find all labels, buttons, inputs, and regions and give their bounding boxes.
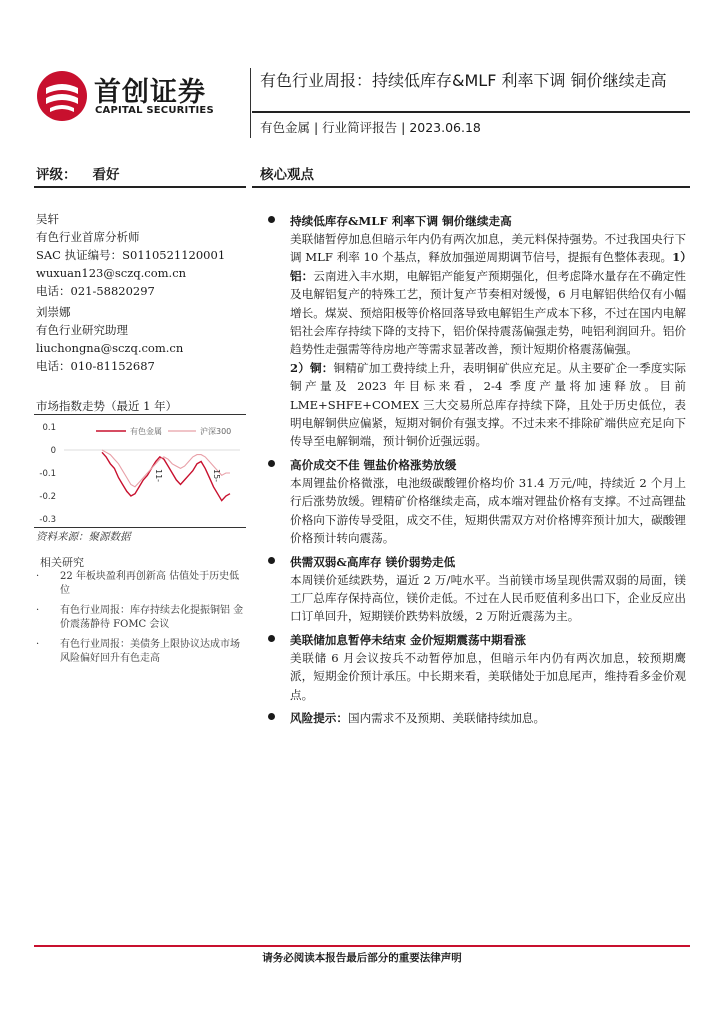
y-tick-label: -0.3 [39, 515, 56, 525]
related-research-title: 相关研究 [40, 556, 84, 569]
logo-mark-icon [34, 68, 90, 124]
related-research-list [36, 570, 246, 672]
bullet-icon: · [36, 605, 40, 616]
analyst-email[interactable]: liuchongna@sczq.com.cn [36, 341, 184, 355]
x-tick-label: 11- [154, 469, 163, 483]
section-risk [268, 709, 686, 727]
bullet-icon [268, 635, 275, 642]
analyst-phone: 电话：010-81152687 [36, 359, 155, 373]
report-subtitle: 有色金属 | 行业简评报告 | 2023.06.18 [260, 120, 481, 135]
section-paragraph: 2）铜：铜精矿加工费持续上升，表明铜矿供应充足。从主要矿企一季度实际铜产量及 2023 年目标来看，2-4 季度产量将加速释放。目前 LME+SHFE+COMEX 三大交易所总库存持续下降，且处于历史低位，表明电解铜供应偏紧，短期对铜价有强支撑。不过未来不排除矿端供应充足向下传导至电解铜端，预计铜价近强远弱。 [290, 360, 686, 449]
bullet-icon [268, 713, 275, 720]
section-paragraph: 美联储暂停加息但暗示年内仍有两次加息，美元料保持强势。不过我国央行下调 MLF 利率 10 个基点，释放加强逆周期调节信号，提振有色整体表现。1）铝：云南进入丰水期，电解铝产能复产预期强化，但考虑降水量存在不确定性及电解铝复产的特殊工艺，预计复产节奏相对缓慢，6 月电解铝供给仅有小幅增长。煤炭、预焙阳极等价格回落导致电解铝生产成本下移，不过在国内电解铝社会库存持续下降的支持下，铝价保持震荡偏强走势，吨铝利润回升。铝价趋势性走强需等待房地产等需求显著改善，预计短期价格震荡偏强。 [290, 232, 686, 357]
rating-label: 评级： [36, 167, 77, 183]
report-title: 有色行业周报：持续低库存&MLF 利率下调 铜价继续走高 [260, 71, 667, 90]
legal-notice: 请务必阅读本报告最后部分的重要法律声明 [262, 952, 462, 964]
section-magnesium [268, 553, 686, 626]
core-views-heading: 核心观点 [260, 167, 314, 183]
legend-label-1: 有色金属 [130, 427, 162, 436]
section-paragraph: 本周锂盐价格微涨，电池级碳酸锂价格均价 31.4 万元/吨，持续近 2 个月上行后涨势放缓。锂精矿价格继续走高，成本端对锂盐价格有支撑。不过高锂盐价格向下游传导受阻，成交不佳，短期供需双方对价格博弈预计加大，碳酸锂价格预计转向震荡。 [290, 475, 686, 546]
section-copper [268, 212, 686, 451]
y-tick-label: -0.2 [39, 492, 56, 502]
chart-svg [34, 415, 246, 527]
bullet-icon [268, 216, 275, 223]
section-heading: 高价成交不佳 锂盐价格涨势放缓 [290, 457, 457, 472]
market-index-chart [34, 414, 246, 528]
bullet-icon [268, 460, 275, 467]
analyst-2 [36, 303, 183, 375]
analyst-phone: 电话：021-58820297 [36, 284, 155, 298]
series-line-1 [102, 452, 230, 500]
company-logo [34, 68, 244, 124]
right-rule [252, 186, 690, 188]
y-tick-label: 0 [50, 446, 56, 456]
bullet-icon [268, 557, 275, 564]
analyst-1 [36, 210, 225, 300]
section-heading: 持续低库存&MLF 利率下调 铜价继续走高 [290, 214, 512, 228]
header-divider [250, 68, 251, 138]
analyst-sac: SAC 执证编号：S0110521120001 [36, 248, 226, 262]
section-paragraph: 美联储 6 月会议按兵不动暂停加息，但暗示年内仍有两次加息，较预期鹰派，短期金价预计承压。中长期来看，美联储处于加息尾声，维持看多金价观点。 [290, 650, 686, 702]
risk-warning: 风险提示：国内需求不及预期、美联储持续加息。 [290, 710, 546, 725]
core-views-body [268, 212, 686, 732]
y-tick-label: -0.1 [39, 469, 56, 479]
footer-rule [34, 945, 690, 947]
title-rule [252, 111, 690, 113]
related-item[interactable]: · 有色行业周报：库存持续去化提振铜铝 金价震荡静待 FOMC 会议 [36, 605, 244, 630]
bullet-icon: · [36, 639, 40, 650]
logo-text-en: CAPITAL SECURITIES [95, 105, 214, 116]
analyst-name: 吴轩 [36, 212, 59, 226]
chart-source: 资料来源：聚源数据 [36, 531, 131, 543]
analyst-role: 有色行业研究助理 [36, 323, 128, 337]
related-item[interactable]: · 22 年板块盈利再创新高 估值处于历史低位 [36, 571, 240, 596]
related-item[interactable]: · 有色行业周报：美债务上限协议达成市场风险偏好回升有色走高 [36, 639, 240, 664]
left-rule [34, 186, 246, 188]
bullet-icon: · [36, 571, 40, 582]
legend-label-2: 沪深300 [200, 427, 232, 436]
rating-value: 看好 [92, 167, 120, 183]
analyst-email[interactable]: wuxuan123@sczq.com.cn [36, 266, 187, 280]
section-heading: 美联储加息暂停未结束 金价短期震荡中期看涨 [290, 632, 526, 647]
section-lithium [268, 456, 686, 548]
y-tick-label: 0.1 [42, 423, 56, 433]
section-heading: 供需双弱&高库存 镁价弱势走低 [290, 554, 456, 569]
x-tick-label: 15- [212, 469, 221, 483]
logo-text-cn: 首创证券 [94, 77, 206, 108]
chart-title: 市场指数走势（最近 1 年） [36, 399, 178, 413]
rating [36, 163, 120, 183]
analyst-name: 刘崇娜 [36, 305, 71, 319]
section-paragraph: 本周镁价延续跌势，逼近 2 万/吨水平。当前镁市场呈现供需双弱的局面，镁工厂总库存保持高位，镁价走低。不过在人民币贬值利多出口下，企业反应出口订单回升，短期镁价跌势料放缓，2 万附近震荡为主。 [290, 572, 686, 624]
analyst-role: 有色行业首席分析师 [36, 230, 140, 244]
section-gold [268, 631, 686, 704]
